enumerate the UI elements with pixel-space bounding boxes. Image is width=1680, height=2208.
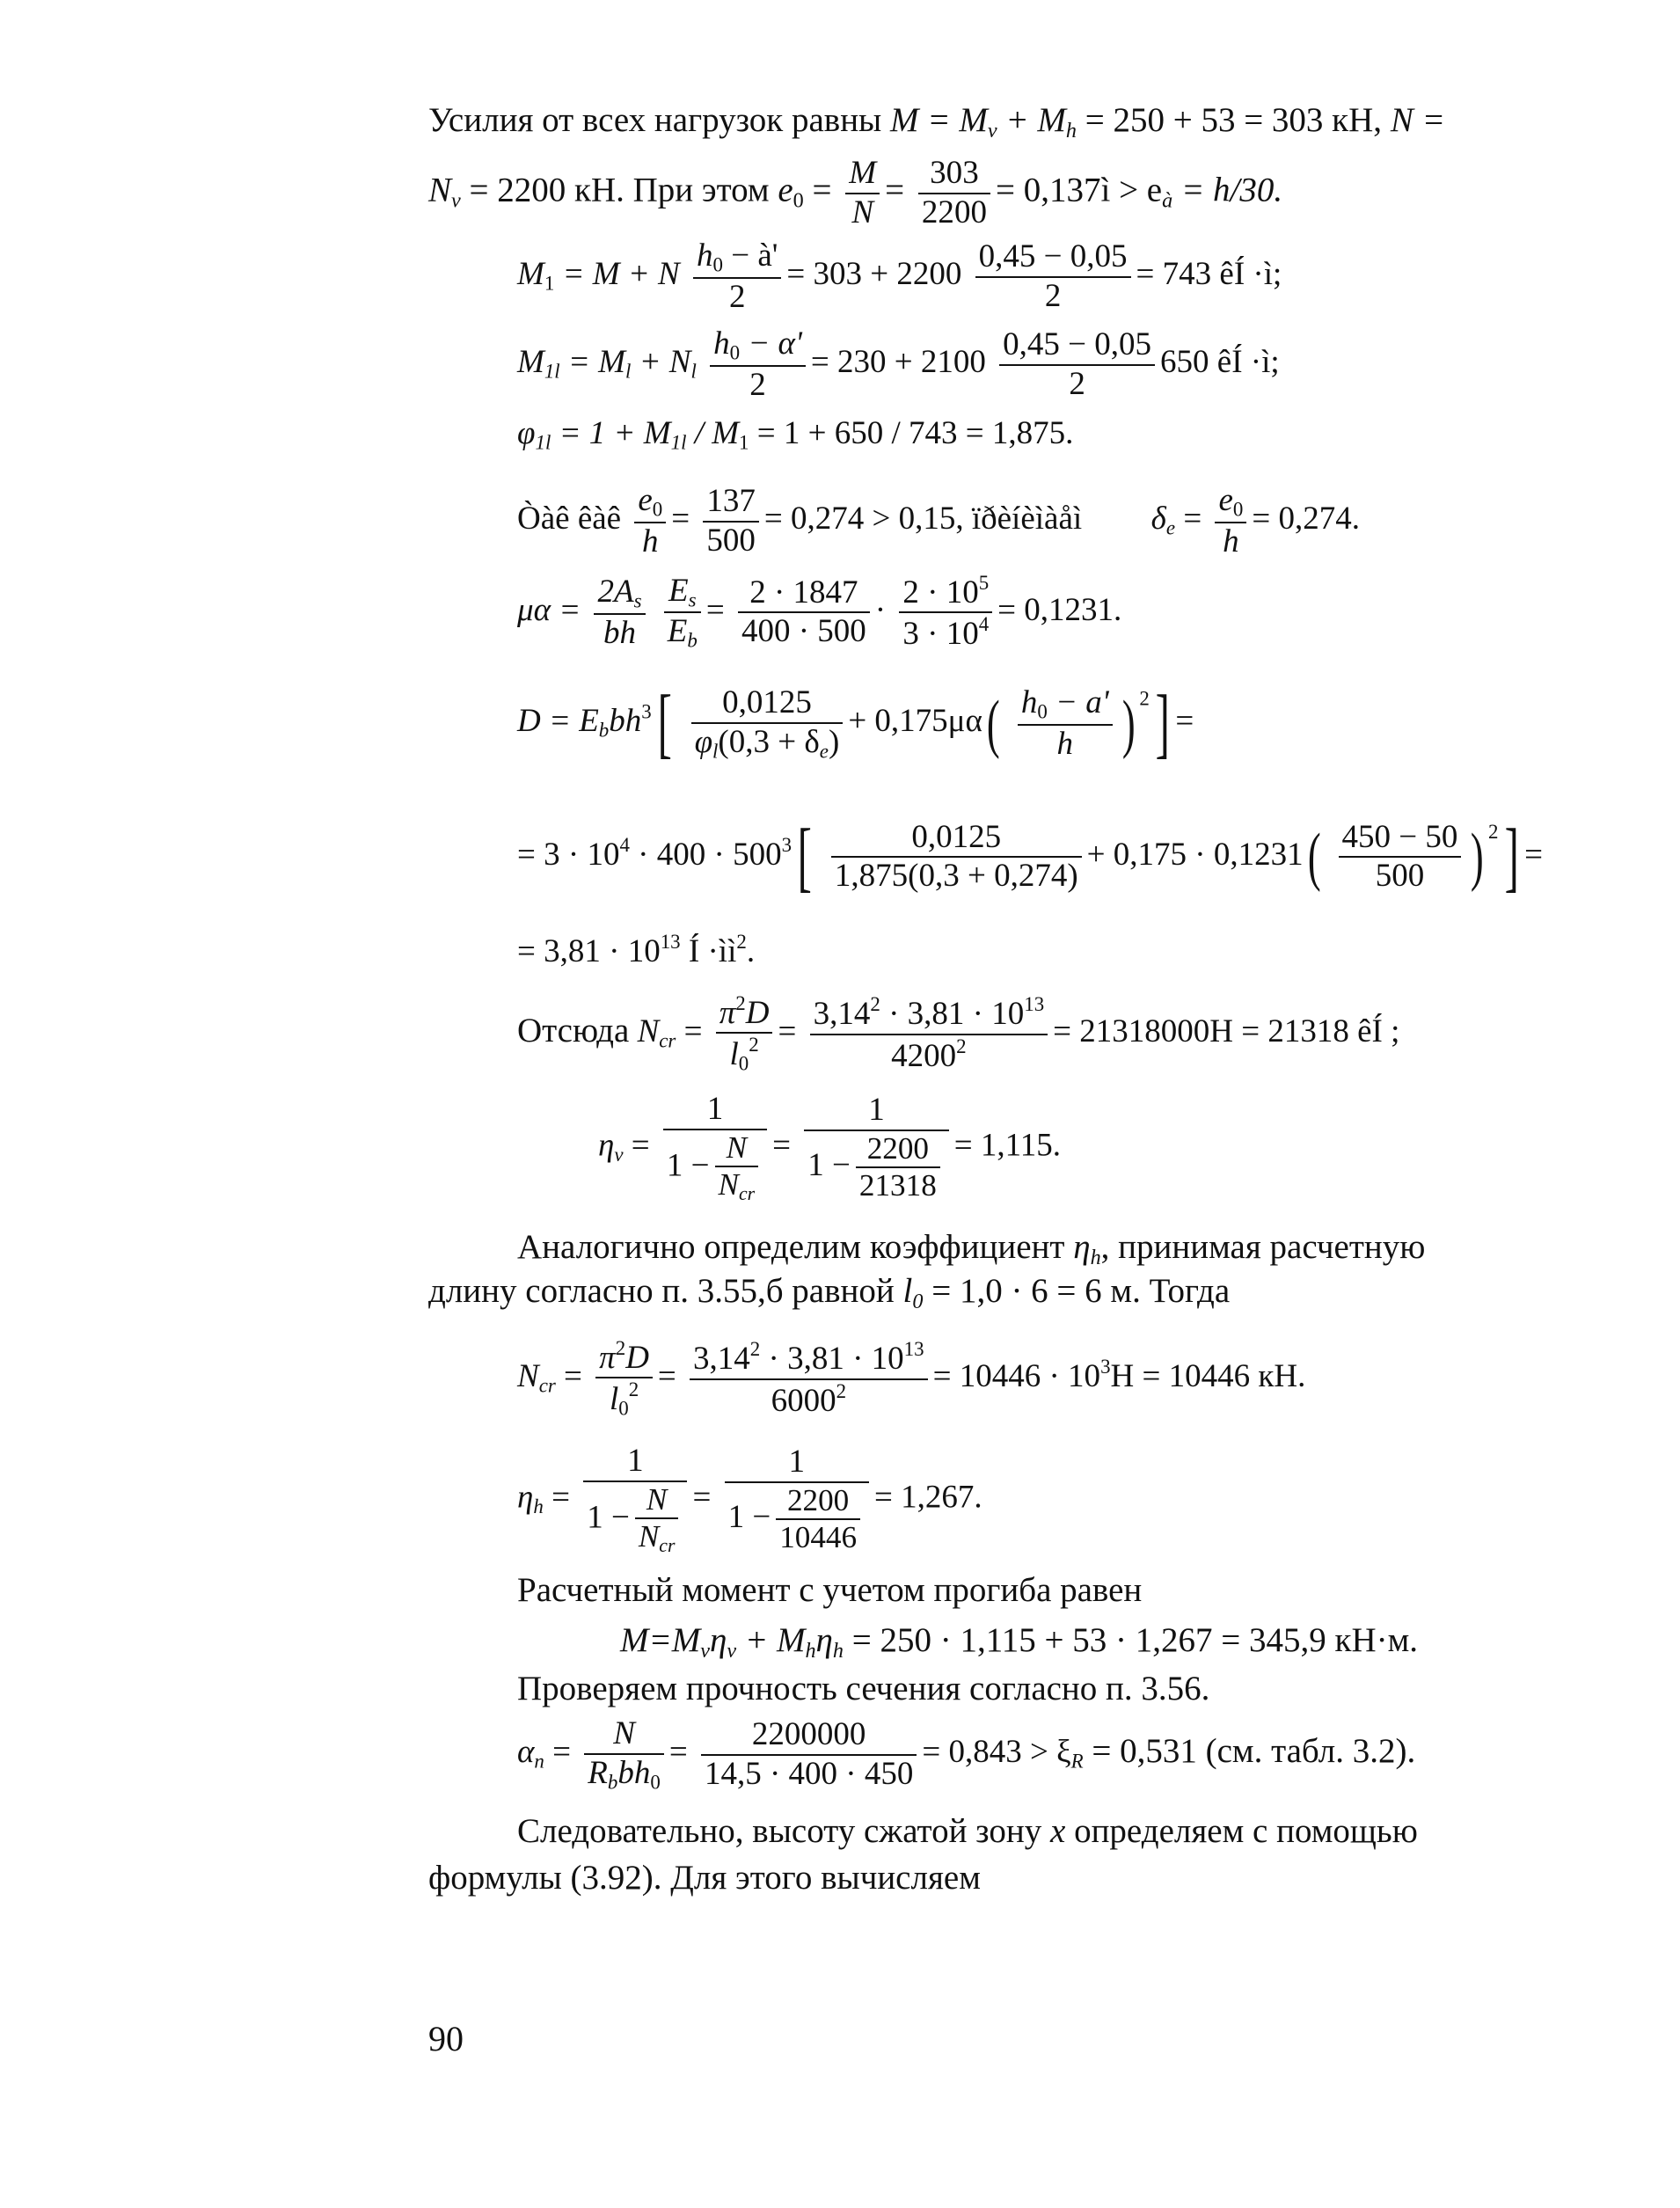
fraction: $\frac{N}{N_{cr}}$ <box>715 1130 759 1206</box>
equation-m1l: $M_{1l} = M_l + N_l$ $\frac{h_0 - \alpha'}{2}$ = 230 + 2100 $\frac{0,45 - 0,05}{2}$ 650 êÍ ·ì; <box>517 325 1280 403</box>
fraction: $\frac{h_0 - a'}{h}$ <box>1018 684 1113 763</box>
fraction: $\frac{\pi^2D}{l_0^2}$ <box>595 1337 653 1421</box>
equation-phi: $\varphi_{1l} = 1 + M_{1l} / M_1 = 1 + 650 / 743 = 1,875$. <box>517 415 1074 454</box>
fraction: $\frac{E_s}{E_b}$ <box>664 573 701 654</box>
fraction: $\frac{0,45 - 0,05}{2}$ <box>999 326 1155 403</box>
fraction: 1 1 − $\frac{N}{N_{cr}}$ <box>583 1443 687 1557</box>
fraction: $\frac{2 \cdot 10^5}{3 \cdot 10^4}$ <box>899 572 992 654</box>
fraction: $\frac{e_0}{h}$ <box>634 482 666 560</box>
equation-alpha-n: $\alpha_n$ = $\frac{N}{R_bbh_0}$ = $\frac{2200000}{14,5 \cdot 400 \cdot 450}$ = $0,843 > \xi_R = 0,531$ (см. табл. 3.2). <box>517 1715 1416 1793</box>
fraction: $\frac{h_0 - \alpha'}{2}$ <box>710 325 806 404</box>
text-paragraph-analogichno-1: Аналогично определим коэффициент $\eta_h$, принимая расчетную <box>517 1228 1426 1269</box>
equation-m1: $M_1 = M + N$ $\frac{h_0 - à'}{2}$ = 303 + 2200 $\frac{0,45 - 0,05}{2}$ = 743 êÍ ·ì; <box>517 238 1282 315</box>
text-paragraph-analogichno-2: длину согласно п. 3.55,б равной $l_0 = 1,0 \cdot 6 = 6$ м. Тогда <box>428 1272 1231 1313</box>
fraction: $\frac{303}{2200}$ <box>918 155 990 231</box>
fraction: $\frac{0,0125}{\varphi_l(0,3 + \delta_e)}$ <box>691 684 844 763</box>
equation-d-result: = $3,81 \cdot 10^{13}$ Í $\cdot ìì^2$. <box>517 931 756 969</box>
fraction: $\frac{3,14^2 \cdot 3,81 \cdot 10^{13}}{4200^2}$ <box>810 993 1048 1075</box>
fraction: $\frac{2200}{21318}$ <box>856 1131 940 1204</box>
fraction: $\frac{h_0 - à'}{2}$ <box>693 238 781 316</box>
fraction: $\frac{450 - 50}{500}$ <box>1339 819 1462 896</box>
text-moment-final: $M=M_v\eta_v + M_h\eta_h = 250 \cdot 1,115 + 53 \cdot 1,267 = 345,9$ кН·м. <box>620 1621 1419 1663</box>
equation-eta-h: $\eta_h$ = 1 1 − $\frac{N}{N_{cr}}$ = 1 1 − $\frac{2200}{10446}$ = 1,267. <box>517 1443 982 1557</box>
fraction: $\frac{N}{R_bbh_0}$ <box>584 1715 664 1794</box>
equation-eta-v: $\eta_v$ = 1 1 − $\frac{N}{N_{cr}}$ = 1 1 − $\frac{2200}{21318}$ = 1,115. <box>598 1091 1062 1205</box>
fraction: $\frac{3,14^2 \cdot 3,81 \cdot 10^{13}}{6000^2}$ <box>690 1338 928 1420</box>
equation-ncr-1: Отсюда $N_{cr}$ = $\frac{\pi^2D}{l_0^2}$ = $\frac{3,14^2 \cdot 3,81 \cdot 10^{13}}{4200^2}$ = 21318000H = 21318 êÍ ; <box>517 992 1400 1075</box>
fraction: $\frac{e_0}{h}$ <box>1215 482 1246 560</box>
fraction: $\frac{2 \cdot 1847}{400 \cdot 500}$ <box>738 574 870 651</box>
equation-d: $D = E_bbh^3$[ $\frac{0,0125}{\varphi_l(0,3 + \delta_e)}$ + 0,175μα( $\frac{h_0 - a'}{h}$ ) $^2$] = <box>517 680 1194 767</box>
text-sledovatelno-1: Следовательно, высоту сжатой зону x определяем с помощью <box>517 1812 1418 1850</box>
fraction: $\frac{2A_s}{bh}$ <box>594 574 645 652</box>
equation-ncr-2: $N_{cr}$ = $\frac{\pi^2D}{l_0^2}$ = $\frac{3,14^2 \cdot 3,81 \cdot 10^{13}}{6000^2}$ = $10446 \cdot 10^3H = 10446$ кН. <box>517 1337 1306 1420</box>
fraction: $\frac{137}{500}$ <box>703 483 759 559</box>
fraction: $\frac{M}{N}$ <box>845 155 880 231</box>
text-line-2: $N_v = 2200$ кН. При этом $e_0$ = $\frac{M}{N}$ = $\frac{303}{2200}$ = 0,137ì > $e_à = h/30$. <box>428 155 1283 230</box>
fraction: $\frac{2200}{10446}$ <box>776 1483 860 1556</box>
text-line-1: Усилия от всех нагрузок равны $M = M_v + M_h = 250 + 53 = 303$ кН, N = <box>428 101 1445 143</box>
text-sledovatelno-2: формулы (3.92). Для этого вычисляем <box>428 1859 981 1897</box>
equation-d-numeric: = $3 \cdot 10^4 \cdot 400 \cdot 500^3$[ $\frac{0,0125}{1,875(0,3 + 0,274)}$ + 0,175 · 0,1231( $\frac{450 - 50}{500}$ ) $^2$] = <box>517 814 1543 900</box>
fraction: 1 1 − $\frac{N}{N_{cr}}$ <box>663 1091 767 1205</box>
fraction: 1 1 − $\frac{2200}{21318}$ <box>804 1092 948 1203</box>
fraction: $\frac{0,0125}{1,875(0,3 + 0,274)}$ <box>831 819 1082 896</box>
text-raschetny-moment: Расчетный момент с учетом прогиба равен <box>517 1571 1143 1609</box>
fraction: $\frac{\pi^2D}{l_0^2}$ <box>716 992 773 1076</box>
page-number: 90 <box>428 2019 464 2058</box>
equation-mu-alpha: μα = $\frac{2A_s}{bh}$ $\frac{E_s}{E_b}$ = $\frac{2 \cdot 1847}{400 \cdot 500}$ · $\frac{2 \cdot 10^5}{3 \cdot 10^4}$ = 0,1231. <box>517 572 1122 653</box>
fraction: $\frac{2200000}{14,5 \cdot 400 \cdot 450}$ <box>701 1716 917 1793</box>
fraction: 1 1 − $\frac{2200}{10446}$ <box>725 1444 869 1555</box>
fraction: $\frac{0,45 - 0,05}{2}$ <box>975 238 1131 315</box>
text-proveryaem: Проверяем прочность сечения согласно п. 3.56. <box>517 1670 1210 1707</box>
fraction: $\frac{N}{N_{cr}}$ <box>635 1482 679 1558</box>
equation-tak-kak: Òàê êàê $\frac{e_0}{h}$ = $\frac{137}{500}$ = 0,274 > 0,15, ïðèíèìàåì $\delta_e$ = $\frac{e_0}{h}$ = 0,274. <box>517 482 1360 559</box>
